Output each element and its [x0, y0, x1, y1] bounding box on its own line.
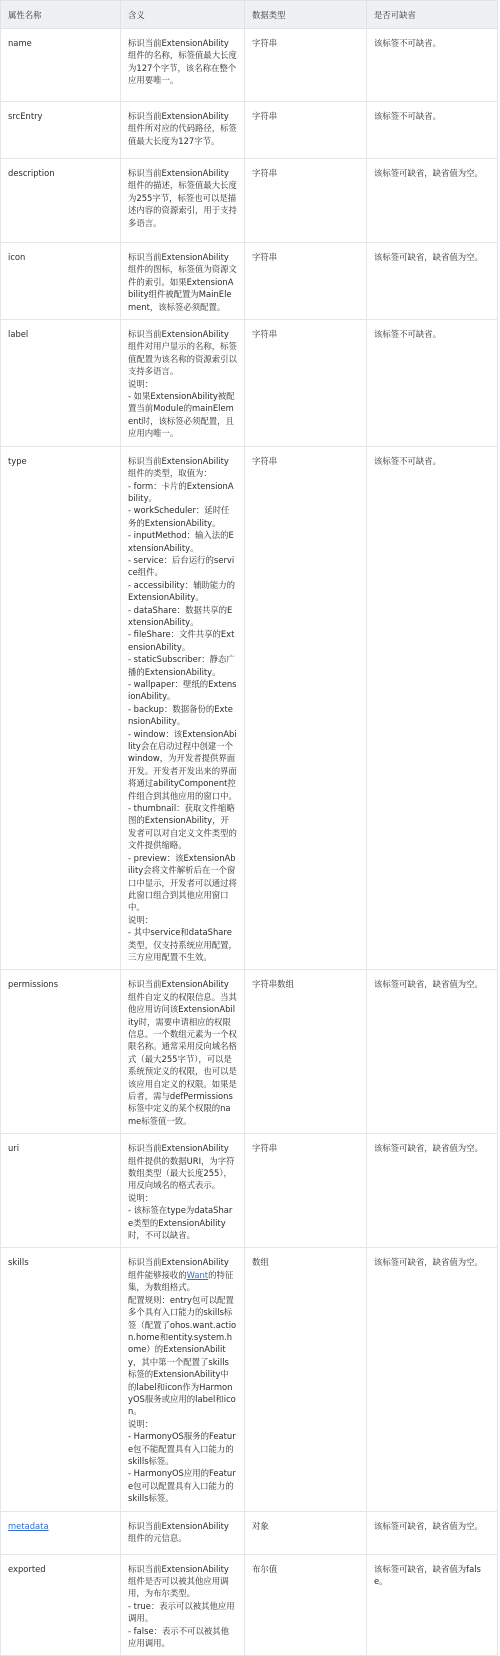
meaning-line: 标识当前ExtensionAbility组件对用户显示的名称，标签值配置为该名称的资源索引以支持多语言。 [128, 329, 237, 377]
meaning-line: 标识当前ExtensionAbility组件的描述，标签值最大长度为255字节，标签也可以是描述内容的资源索引，用于支持多语言。 [128, 168, 237, 228]
meaning-cell [121, 1134, 245, 1248]
optional-cell: 该标签可缺省，缺省值为空。 [367, 1134, 498, 1248]
header-data-type: 数据类型 [245, 1, 367, 29]
meaning-line: 说明： [128, 378, 154, 389]
meaning-line: - service：后台运行的service组件。 [128, 554, 235, 578]
meaning-line: 标识当前ExtensionAbility组件是否可以被其他应用调用，为布尔类型。 [128, 1563, 229, 1599]
header-optional: 是否可缺省 [367, 1, 498, 29]
optional-cell: 该标签不可缺省。 [367, 320, 498, 447]
optional-cell: 该标签不可缺省。 [367, 446, 498, 970]
meaning-line: - true：表示可以被其他应用调用。 [128, 1600, 235, 1624]
data-type-cell: 布尔值 [245, 1554, 367, 1656]
table-row [1, 29, 498, 102]
data-type-cell: 字符串 [245, 159, 367, 243]
table-row [1, 243, 498, 320]
meaning-line: - staticSubscriber：静态广播的ExtensionAbility。 [128, 654, 235, 677]
table-row [1, 446, 498, 970]
meaning-line: - fileShare：文件共享的ExtensionAbility。 [128, 629, 235, 652]
optional-cell: 该标签可缺省，缺省值为空。 [367, 970, 498, 1134]
data-type-cell: 字符串 [245, 243, 367, 320]
meaning-cell [121, 1554, 245, 1656]
meaning-line: - 如果ExtensionAbility被配置当前Module的mainElement时，该标签必须配置，且应用内唯一。 [128, 391, 235, 439]
meaning-line: - false：表示不可以被其他应用调用。 [128, 1625, 229, 1649]
meaning-line: - thumbnail：获取文件缩略图的ExtensionAbility，开发者可以对自定义文件类型的文件提供缩略。 [128, 803, 237, 851]
attr-name-cell: uri [1, 1134, 121, 1248]
meaning-cell [121, 970, 245, 1134]
attr-name-cell: skills [1, 1248, 121, 1511]
meaning-line: - 其中service和dataShare类型，仅支持系统应用配置，三方应用配置不生效。 [128, 927, 237, 962]
meaning-line: - form：卡片的ExtensionAbility。 [128, 480, 234, 503]
data-type-cell: 字符串 [245, 29, 367, 102]
table-header-row [1, 1, 498, 29]
meaning-line: 标识当前ExtensionAbility组件的图标，标签值为资源文件的索引。如果ExtensionAbility组件被配置为MainElement，该标签必须配置。 [128, 252, 237, 312]
meaning-line: - 该标签在type为dataShare类型的ExtensionAbility时，不可以缺省。 [128, 1205, 233, 1241]
header-attr-name: 属性名称 [1, 1, 121, 29]
meaning-cell [121, 1511, 245, 1554]
table-row [1, 102, 498, 159]
meaning-cell [121, 243, 245, 320]
data-type-cell: 字符串 [245, 1134, 367, 1248]
table-row [1, 1554, 498, 1656]
metadata-link[interactable]: metadata [8, 1520, 49, 1531]
optional-cell: 该标签可缺省，缺省值为空。 [367, 1248, 498, 1511]
meaning-cell [121, 320, 245, 447]
meaning-cell [121, 159, 245, 243]
header-meaning: 含义 [121, 1, 245, 29]
meaning-text: 标识当前ExtensionAbility组件能够接收的 [128, 1257, 229, 1280]
want-link[interactable]: Want [186, 1269, 209, 1280]
meaning-line: - HarmonyOS服务的Feature包不能配置具有入口能力的skills标签。 [128, 1431, 236, 1466]
meaning-line: - accessibility：辅助能力的ExtensionAbility。 [128, 579, 236, 603]
meaning-line: 说明： [128, 914, 154, 925]
attr-name-cell: label [1, 320, 121, 447]
meaning-line: 说明： [128, 1192, 154, 1203]
optional-cell: 该标签可缺省，缺省值为false。 [367, 1554, 498, 1656]
meaning-line: - window：该ExtensionAbility会在启动过程中创建一个window，为开发者提供界面开发。开发者开发出来的界面将通过abilityComponent控件组合到其他应用的窗口中。 [128, 728, 237, 801]
attr-name-cell: icon [1, 243, 121, 320]
meaning-text: 的特征集，为数组格式。 [128, 1269, 234, 1293]
meaning-line: - workScheduler：延时任务的ExtensionAbility。 [128, 505, 230, 528]
meaning-line: 标识当前ExtensionAbility组件提供的数据URI，为字符数组类型（最大长度255），用反向域名的格式表示。 [128, 1143, 235, 1191]
meaning-line: 标识当前ExtensionAbility组件的元信息。 [128, 1520, 229, 1543]
attr-name-cell: description [1, 159, 121, 243]
meaning-cell [121, 446, 245, 970]
meaning-cell [121, 102, 245, 159]
optional-cell: 该标签可缺省，缺省值为空。 [367, 159, 498, 243]
attr-name-cell: name [1, 29, 121, 102]
meaning-line: - dataShare：数据共享的ExtensionAbility。 [128, 604, 233, 627]
meaning-cell [121, 29, 245, 102]
meaning-line: 标识当前ExtensionAbility组件所对应的代码路径，标签值最大长度为127字节。 [128, 111, 237, 146]
optional-cell: 该标签不可缺省。 [367, 102, 498, 159]
attr-name-cell [1, 1511, 121, 1554]
table-row [1, 159, 498, 243]
meaning-line: 说明： [128, 1418, 154, 1429]
table-row [1, 970, 498, 1134]
meaning-line: - preview：该ExtensionAbility会将文件解析后在一个窗口中显示，开发者可以通过将此窗口组合到其他应用窗口中。 [128, 852, 237, 913]
table-row [1, 1511, 498, 1554]
meaning-line-with-link [128, 1256, 237, 1293]
attr-name-cell: exported [1, 1554, 121, 1656]
meaning-cell [121, 1248, 245, 1511]
meaning-line: - wallpaper：壁纸的ExtensionAbility。 [128, 679, 237, 702]
data-type-cell: 字符串 [245, 102, 367, 159]
meaning-line: - inputMethod：输入法的ExtensionAbility。 [128, 530, 234, 553]
meaning-line: 标识当前ExtensionAbility组件的名称，标签值最大长度为127个字节，该名称在整个应用要唯一。 [128, 38, 237, 86]
table-row [1, 1134, 498, 1248]
data-type-cell: 字符串 [245, 446, 367, 970]
data-type-cell: 数组 [245, 1248, 367, 1511]
optional-cell: 该标签不可缺省。 [367, 29, 498, 102]
meaning-line: - HarmonyOS应用的Feature包可以配置具有入口能力的skills标签。 [128, 1468, 236, 1504]
table-row [1, 1248, 498, 1511]
optional-cell: 该标签可缺省，缺省值为空。 [367, 243, 498, 320]
data-type-cell: 字符串 [245, 320, 367, 447]
data-type-cell: 字符串数组 [245, 970, 367, 1134]
meaning-line: 配置规则：entry包可以配置多个具有入口能力的skills标签（配置了ohos.want.action.home和entity.system.home）的ExtensionAbility，其中第一个配置了skills标签的ExtensionAbility中的label和icon作为HarmonyOS服务或应用的label和icon。 [128, 1294, 237, 1417]
meaning-line: 标识当前ExtensionAbility组件自定义的权限信息。当其他应用访问该ExtensionAbility时，需要申请相应的权限信息。一个数组元素为一个权限名称。通常采用反向域名格式（最大255字节），可以是系统预定义的权限，也可以是该应用自定义的权限。如果是后者，需与defPermissions标签中定义的某个权限的name标签值一致。 [128, 979, 237, 1126]
attr-name-cell: permissions [1, 970, 121, 1134]
meaning-line: - backup：数据备份的ExtensionAbility。 [128, 703, 233, 727]
meaning-line: 标识当前ExtensionAbility组件的类型，取值为： [128, 455, 229, 479]
attr-name-cell: type [1, 446, 121, 970]
data-type-cell: 对象 [245, 1511, 367, 1554]
optional-cell: 该标签可缺省，缺省值为空。 [367, 1511, 498, 1554]
table-row [1, 320, 498, 447]
attr-name-cell: srcEntry [1, 102, 121, 159]
